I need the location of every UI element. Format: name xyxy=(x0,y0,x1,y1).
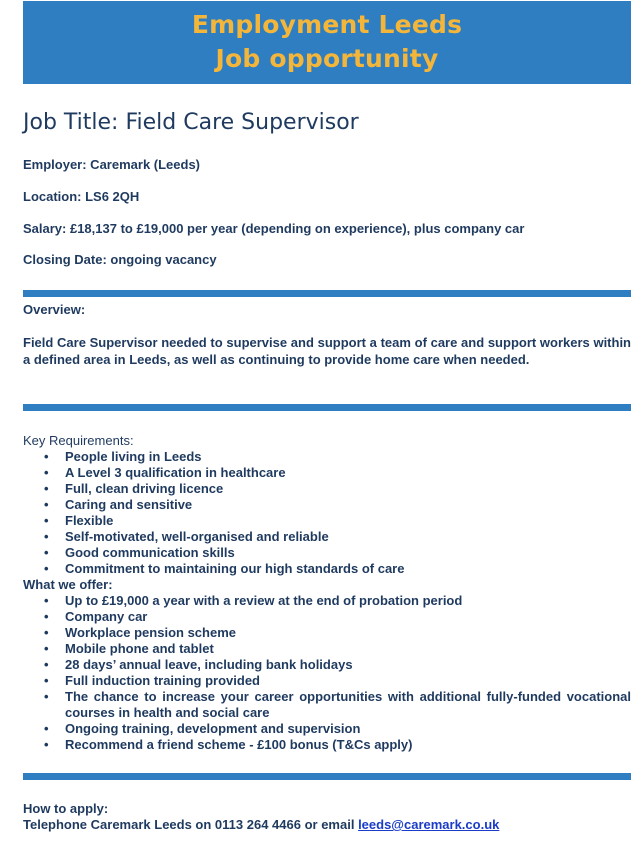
requirements-heading: Key Requirements: xyxy=(23,433,134,448)
requirements-list-item xyxy=(23,497,631,513)
bullet-icon: • xyxy=(44,561,49,576)
requirements-list-item xyxy=(23,529,631,545)
job-title-value: Field Care Supervisor xyxy=(125,110,359,135)
offer-list-item xyxy=(23,673,631,689)
requirements-section xyxy=(23,433,631,753)
overview-text: Field Care Supervisor needed to supervise and support a team of care and support workers within a defined area in Leeds, as well as continuing to provide home care when needed. xyxy=(23,335,631,367)
bullet-icon: • xyxy=(44,545,49,560)
banner-title-line2: Job opportunity xyxy=(215,44,439,73)
closing-date-field: Closing Date: ongoing vacancy xyxy=(23,252,217,267)
requirements-item-text: Self-motivated, well-organised and reliable xyxy=(65,529,329,544)
offer-item-text: Full induction training provided xyxy=(65,673,260,688)
offer-list-item xyxy=(23,593,631,609)
requirements-item-text: Good communication skills xyxy=(65,545,235,560)
section-divider xyxy=(23,290,631,297)
bullet-icon: • xyxy=(44,513,49,528)
requirements-item-text: Flexible xyxy=(65,513,114,528)
offer-list-item xyxy=(23,641,631,657)
bullet-icon: • xyxy=(44,609,49,624)
email-link[interactable]: leeds@caremark.co.uk xyxy=(358,817,500,832)
job-title xyxy=(23,110,359,135)
bullet-icon: • xyxy=(44,481,49,496)
offer-item-text: Up to £19,000 a year with a review at the end of probation period xyxy=(65,593,463,608)
offer-item-text: Company car xyxy=(65,609,148,624)
requirements-list-item xyxy=(23,465,631,481)
offer-list-item xyxy=(23,737,631,753)
bullet-icon: • xyxy=(44,497,49,512)
job-title-prefix: Job Title: xyxy=(23,110,119,135)
requirements-item-text: Full, clean driving licence xyxy=(65,481,224,496)
bullet-icon: • xyxy=(44,689,49,704)
how-to-apply-heading: How to apply: xyxy=(23,801,109,816)
requirements-item-text: People living in Leeds xyxy=(65,449,202,464)
bullet-icon: • xyxy=(44,657,49,672)
salary-field: Salary: £18,137 to £19,000 per year (depending on experience), plus company car xyxy=(23,221,525,236)
requirements-list-item xyxy=(23,481,631,497)
offer-item-text: Recommend a friend scheme - £100 bonus (T&Cs apply) xyxy=(65,737,413,752)
requirements-item-text: Caring and sensitive xyxy=(65,497,193,512)
offer-item-text: Ongoing training, development and supervision xyxy=(65,721,361,736)
requirements-item-text: A Level 3 qualification in healthcare xyxy=(65,465,286,480)
offer-list-item xyxy=(23,625,631,641)
bullet-icon: • xyxy=(44,625,49,640)
apply-instructions xyxy=(23,816,499,833)
bullet-icon: • xyxy=(44,465,49,480)
section-divider xyxy=(23,773,631,780)
offer-list-item xyxy=(23,721,631,737)
requirements-list-item xyxy=(23,561,631,577)
banner-title-line1: Employment Leeds xyxy=(191,10,463,39)
offer-list xyxy=(23,593,631,753)
bullet-icon: • xyxy=(44,593,49,608)
requirements-list xyxy=(23,449,631,577)
bullet-icon: • xyxy=(44,529,49,544)
employer-field: Employer: Caremark (Leeds) xyxy=(23,157,201,172)
bullet-icon: • xyxy=(44,641,49,656)
offer-item-text: Mobile phone and tablet xyxy=(65,641,214,656)
bullet-icon: • xyxy=(44,721,49,736)
offer-heading: What we offer: xyxy=(23,577,113,592)
requirements-list-item xyxy=(23,545,631,561)
requirements-list-item xyxy=(23,449,631,465)
requirements-list-item xyxy=(23,513,631,529)
offer-item-text: 28 days’ annual leave, including bank holidays xyxy=(65,657,353,672)
offer-item-text: Workplace pension scheme xyxy=(65,625,236,640)
location-field: Location: LS6 2QH xyxy=(23,189,140,204)
offer-list-item xyxy=(23,689,631,721)
header-banner xyxy=(23,1,631,84)
bullet-icon: • xyxy=(44,673,49,688)
bullet-icon: • xyxy=(44,737,49,752)
offer-list-item xyxy=(23,609,631,625)
offer-item-text: The chance to increase your career opportunities with additional fully-funded vocational courses in health and social care xyxy=(65,689,631,720)
offer-list-item xyxy=(23,657,631,673)
requirements-item-text: Commitment to maintaining our high standards of care xyxy=(65,561,405,576)
overview-heading: Overview: xyxy=(23,302,86,317)
apply-text: Telephone Caremark Leeds on 0113 264 4466 or email xyxy=(23,817,355,832)
bullet-icon: • xyxy=(44,449,49,464)
section-divider xyxy=(23,404,631,411)
